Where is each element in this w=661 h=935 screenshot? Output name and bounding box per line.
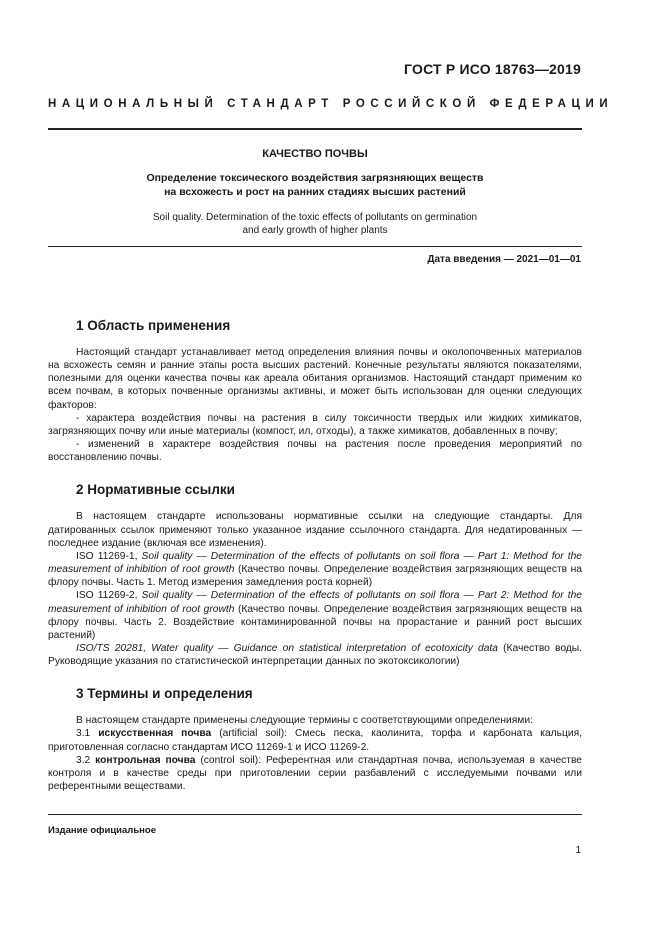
page-number: 1 xyxy=(575,845,581,856)
reference-russian-title: (Качество почвы. Определение воздействия загрязняющих веществ на флору почвы. Часть 2. Воздействие контаминированной почвы на прорастание и ранний рост высших растений) xyxy=(48,603,582,641)
subtitle-line: Определение токсического воздействия загрязняющих веществ xyxy=(146,172,484,184)
term-definition: (artificial soil): Смесь песка, каолинита, торфа и карбоната кальция, приготовленная согласно стандартам ИСО 11269-1 и ИСО 11269-2. xyxy=(48,728,582,753)
section-1-list-item: - характера воздействия почвы на растения в силу токсичности твердых или жидких химикатов, загрязняющих почву или иные материалы (компост, ил, отходы), а также химикатов, добавленных в почву; xyxy=(48,412,582,437)
english-title xyxy=(48,211,582,237)
national-standard-banner: НАЦИОНАЛЬНЫЙ СТАНДАРТ РОССИЙСКОЙ ФЕДЕРАЦИИ xyxy=(48,98,614,110)
reference-english-title: Soil quality — Determination of the effects of pollutants on soil flora — Part 2: Method for the measurement of inhibition of root growth xyxy=(48,590,582,615)
subtitle-line: на всхожесть и рост на ранних стадиях высших растений xyxy=(164,186,466,198)
reference-code: ISO 11269-1, xyxy=(76,550,142,562)
term-name: контрольная почва xyxy=(95,754,196,766)
reference-english-title: ISO/TS 20281, Water quality — Guidance on statistical interpretation of ecotoxicity data xyxy=(76,642,498,654)
term-definition: (control soil): Референтная или стандартная почва, используемая в качестве контроля и в качестве среды при приготовлении серии разбавлений с исследуемыми почвами или референтными веществами. xyxy=(48,754,582,793)
term-definition-1 xyxy=(48,727,582,753)
term-name: искусственная почва xyxy=(98,728,212,740)
reference-code: ISO 11269-2, xyxy=(76,590,142,602)
document-code: ГОСТ Р ИСО 18763—2019 xyxy=(404,61,581,77)
reference-russian-title: (Качество почвы. Определение воздействия загрязняющих веществ на флору почвы. Часть 1. Метод измерения замедления роста корней) xyxy=(48,564,582,589)
section-2-paragraph: В настоящем стандарте использованы нормативные ссылки на следующие стандарты. Для датированных ссылок применяют только указанное издание ссылочного стандарта. Для недатированных — последнее издание (включая все изменения). xyxy=(48,511,582,549)
document-title: КАЧЕСТВО ПОЧВЫ xyxy=(262,148,368,160)
section-3-heading: 3 Термины и определения xyxy=(76,686,253,702)
header-divider xyxy=(48,128,582,130)
reference-russian-title: (Качество воды. Руководящие указания по статистической интерпретации данных по экотоксикологии) xyxy=(48,642,583,668)
english-title-line: and early growth of higher plants xyxy=(242,225,388,236)
term-definition-2 xyxy=(48,754,582,793)
reference-english-title: Soil quality — Determination of the effects of pollutants on soil flora — Part 1: Method for the measurement of inhibition of root growth xyxy=(48,550,582,576)
term-number: 3.1 xyxy=(76,728,99,740)
section-1-list-item: - изменений в характере воздействия почвы на растения после проведения мероприятий по восстановлению почвы. xyxy=(48,439,582,464)
term-number: 3.2 xyxy=(76,754,96,766)
normative-reference-3 xyxy=(48,642,582,668)
document-body xyxy=(48,318,582,793)
introduction-date: Дата введения — 2021—01—01 xyxy=(427,254,581,265)
normative-reference-1 xyxy=(48,550,582,589)
english-title-line: Soil quality. Determination of the toxic effects of pollutants on germination xyxy=(152,212,478,223)
normative-reference-2 xyxy=(48,589,582,642)
footer-divider xyxy=(48,814,582,815)
section-1-paragraph: Настоящий стандарт устанавливает метод определения влияния почвы и околопочвенных материалов на всхожесть семян и ранние этапы роста высших растений. Конечные результаты являются показателями, полезными для оценки качества почвы как ареала обитания организмов. Настоящий стандарт применим ко всем почвам, в которых почвенные организмы активны, и может быть использован для оценки следующих факторов: xyxy=(48,347,582,411)
section-1-heading: 1 Область применения xyxy=(76,318,231,333)
section-2-heading: 2 Нормативные ссылки xyxy=(76,482,235,498)
official-edition-label: Издание официальное xyxy=(48,825,156,836)
section-3-paragraph: В настоящем стандарте применены следующие термины с соответствующими определениями: xyxy=(76,715,533,727)
document-subtitle xyxy=(48,171,582,199)
title-divider xyxy=(48,246,582,247)
